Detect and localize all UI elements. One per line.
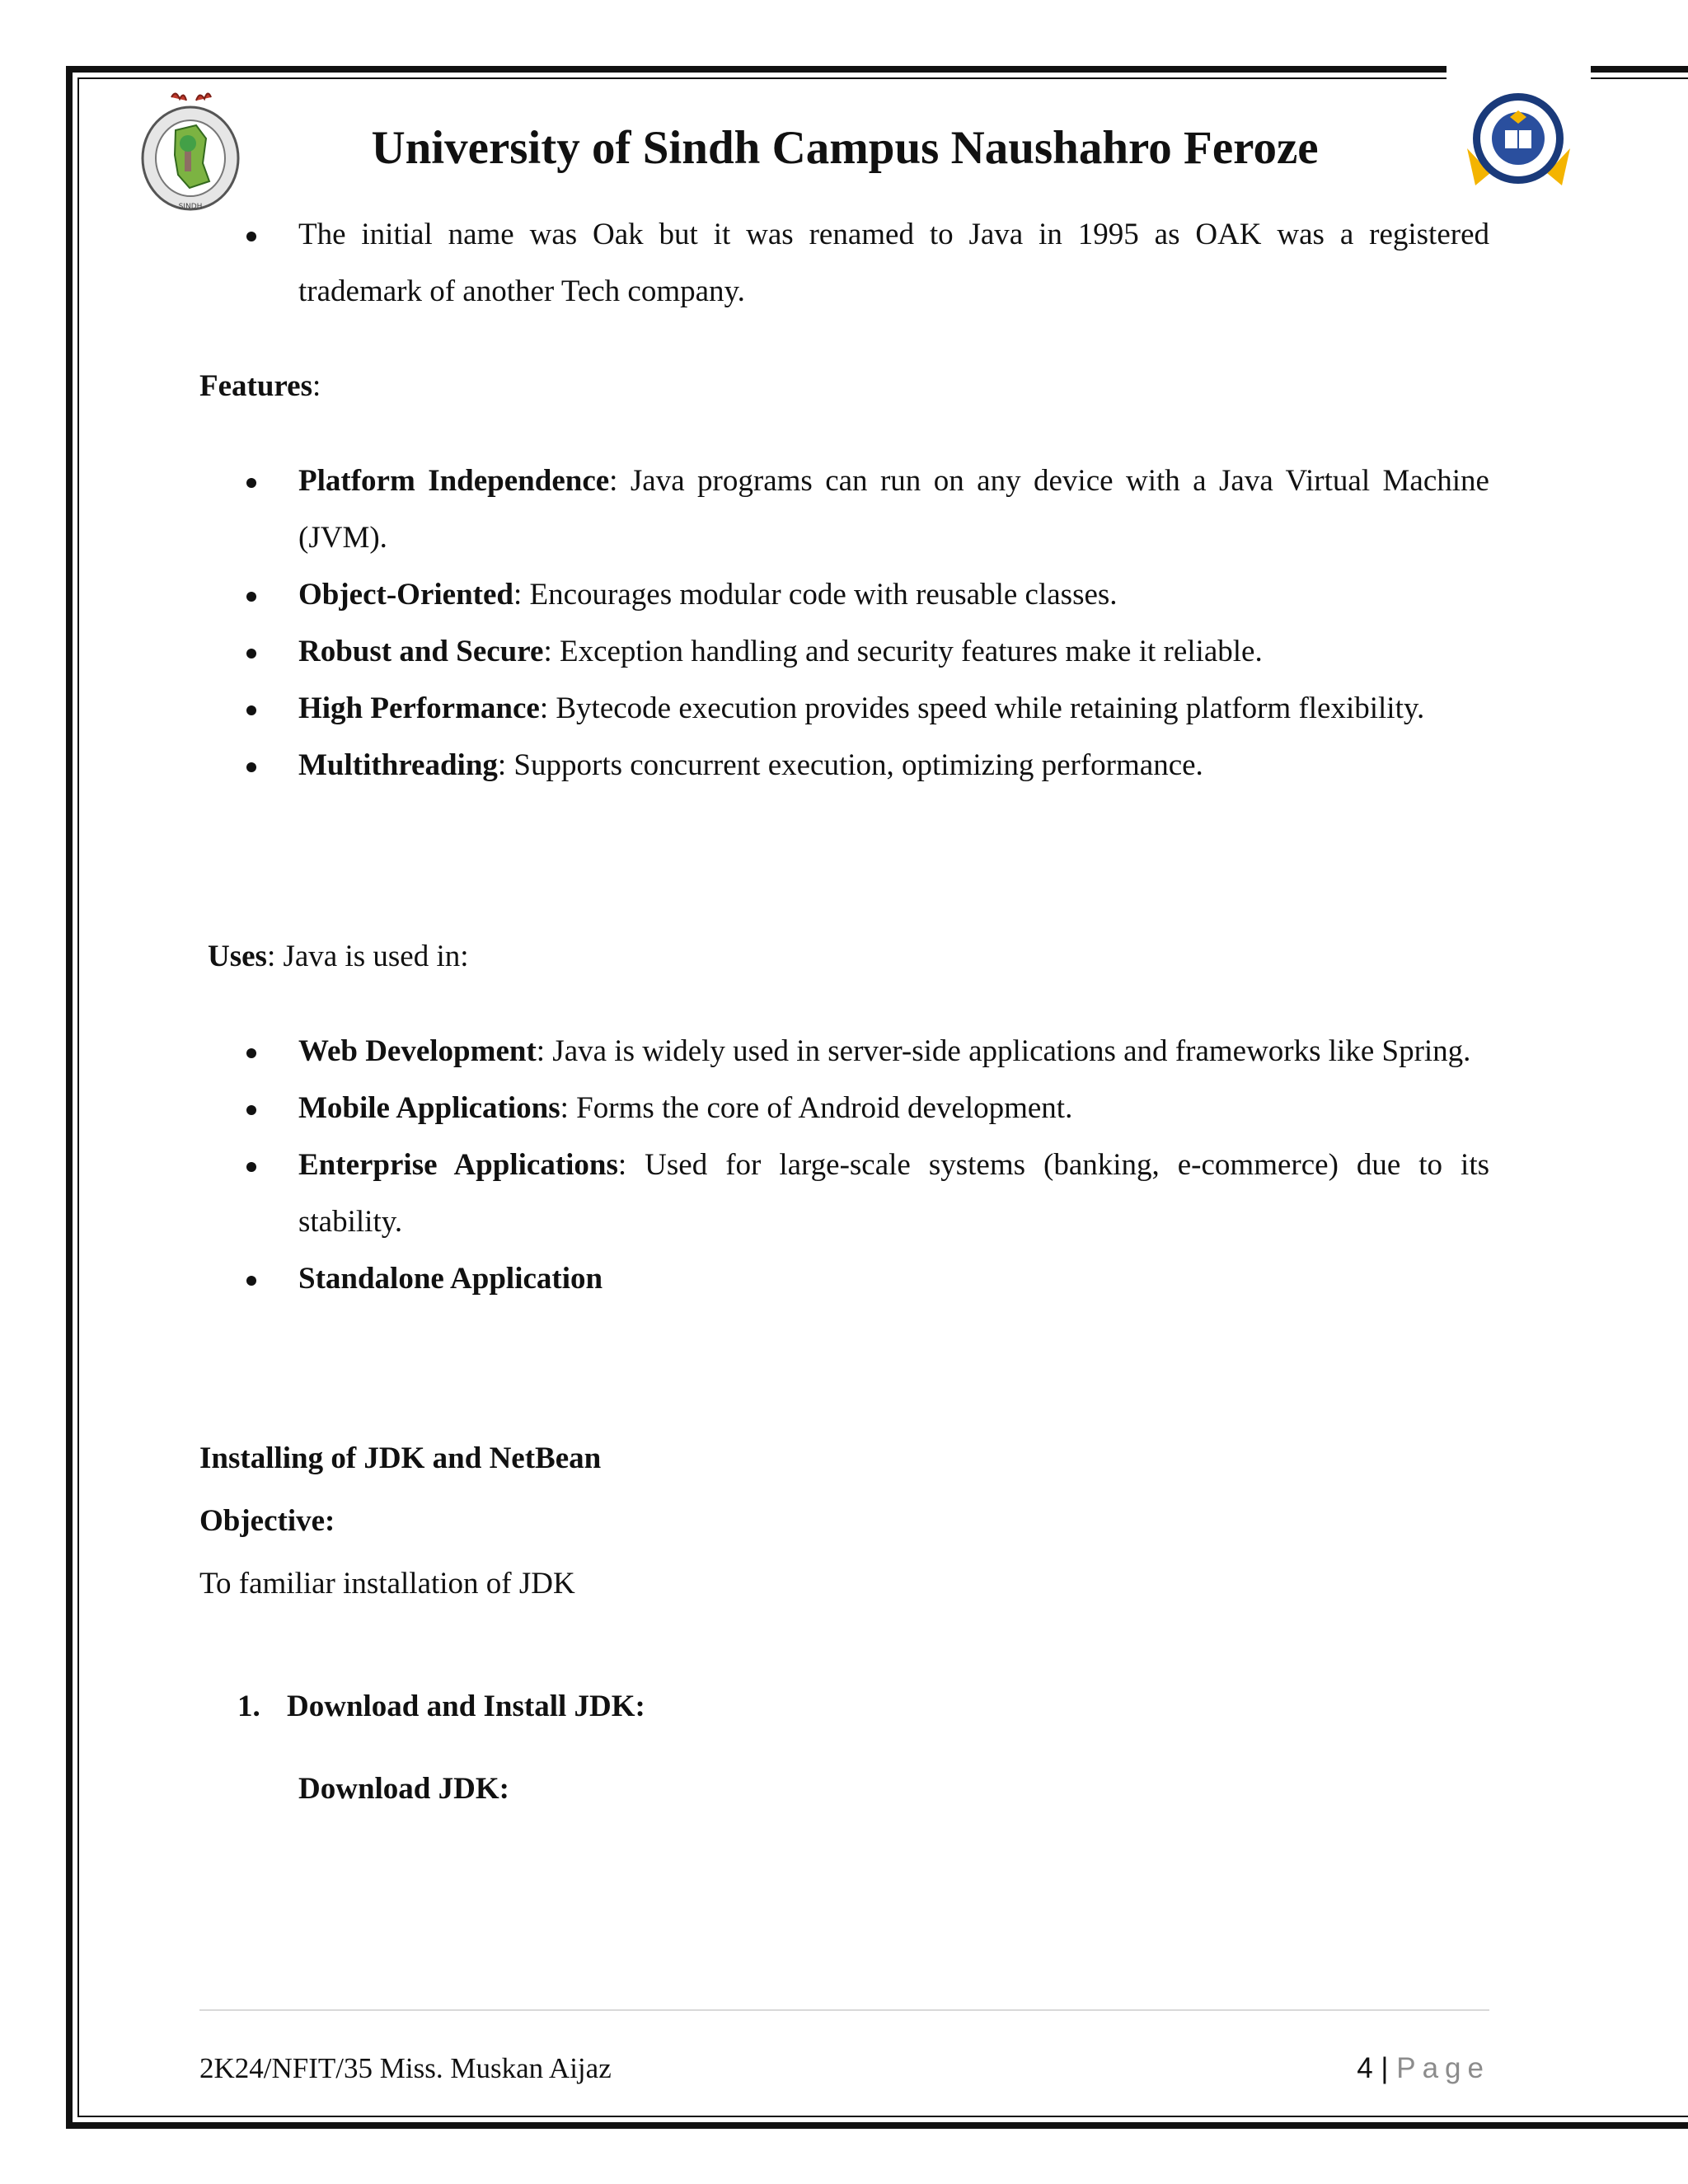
use-text: : Java is widely used in server-side applications and frameworks like Spring.	[536, 1034, 1471, 1068]
step-heading	[199, 1678, 1489, 1735]
bullet-icon	[246, 592, 256, 602]
features-colon: :	[312, 369, 321, 403]
list-item	[199, 1080, 1489, 1137]
uses-heading: Uses	[208, 940, 267, 973]
feature-term: Robust and Secure	[298, 635, 544, 668]
bullet-icon	[246, 705, 256, 715]
feature-term: Object-Oriented	[298, 578, 513, 612]
list-item	[199, 680, 1489, 737]
intro-line-1: The initial name was Oak but it was renamed to Java in 1995 as OAK was a registered	[298, 218, 1489, 251]
use-term: Web Development	[298, 1034, 537, 1068]
bullet-icon	[246, 1105, 256, 1115]
features-heading-line	[199, 358, 1489, 415]
bullet-icon	[246, 1276, 256, 1286]
list-item	[199, 1137, 1489, 1250]
footer-page-info	[1357, 2050, 1490, 2087]
feature-text: : Encourages modular code with reusable classes.	[513, 578, 1118, 612]
step-number: 1.	[237, 1690, 260, 1723]
page-number: 4	[1357, 2052, 1373, 2084]
uses-list	[199, 1023, 1489, 1307]
use-term: Enterprise Applications	[298, 1148, 618, 1182]
features-heading: Features	[199, 369, 312, 403]
use-term: Standalone Application	[298, 1262, 603, 1296]
uses-text: : Java is used in:	[266, 940, 469, 973]
bullet-icon	[246, 1162, 256, 1172]
university-of-sindh-seal-icon	[138, 89, 242, 214]
objective-label: Objective:	[199, 1504, 335, 1538]
sub-heading: Download JDK:	[298, 1772, 509, 1806]
document-body	[199, 206, 1489, 1817]
feature-text: : Exception handling and security features make it reliable.	[543, 635, 1263, 668]
bullet-icon	[246, 649, 256, 658]
page-label: Page	[1396, 2052, 1490, 2084]
bullet-icon	[246, 1048, 256, 1058]
step-title: Download and Install JDK:	[287, 1690, 645, 1723]
use-term: Mobile Applications	[298, 1091, 560, 1125]
campus-naushahro-feroze-seal-icon	[1459, 91, 1578, 194]
intro-line-2: trademark of another Tech company.	[298, 274, 745, 308]
features-list	[199, 452, 1489, 794]
feature-term: Platform Independence	[298, 464, 610, 498]
list-item	[199, 452, 1489, 566]
use-text: : Forms the core of Android development.	[560, 1091, 1073, 1125]
list-item	[199, 623, 1489, 680]
feature-term: Multithreading	[298, 748, 498, 782]
svg-text:SINDH: SINDH	[178, 203, 203, 211]
list-item	[199, 1250, 1489, 1307]
bullet-icon	[246, 478, 256, 488]
header-border-gap	[1447, 63, 1591, 82]
install-heading: Installing of JDK and NetBean	[199, 1441, 602, 1475]
list-item	[199, 737, 1489, 794]
bullet-icon	[246, 232, 256, 241]
feature-text: : Java programs can run on any device with a Java Virtual Machine (JVM).	[298, 464, 1489, 555]
feature-term: High Performance	[298, 691, 540, 725]
bullet-icon	[246, 762, 256, 772]
list-item	[199, 206, 1489, 320]
footer-author: 2K24/NFIT/35 Miss. Muskan Aijaz	[199, 2052, 612, 2084]
feature-text: : Bytecode execution provides speed while retaining platform flexibility.	[539, 691, 1425, 725]
page-title: University of Sindh Campus Naushahro Feroze	[371, 122, 1319, 174]
feature-text: : Supports concurrent execution, optimizing performance.	[497, 748, 1203, 782]
uses-heading-line	[199, 928, 1489, 985]
list-item	[199, 1023, 1489, 1080]
list-item	[199, 566, 1489, 623]
use-text: : Used for large-scale systems (banking, e-commerce) due to its stability.	[298, 1148, 1489, 1239]
intro-list	[199, 206, 1489, 320]
footer-divider	[199, 2009, 1489, 2011]
objective-text: To familiar installation of JDK	[199, 1567, 575, 1601]
page-separator: |	[1381, 2052, 1389, 2084]
